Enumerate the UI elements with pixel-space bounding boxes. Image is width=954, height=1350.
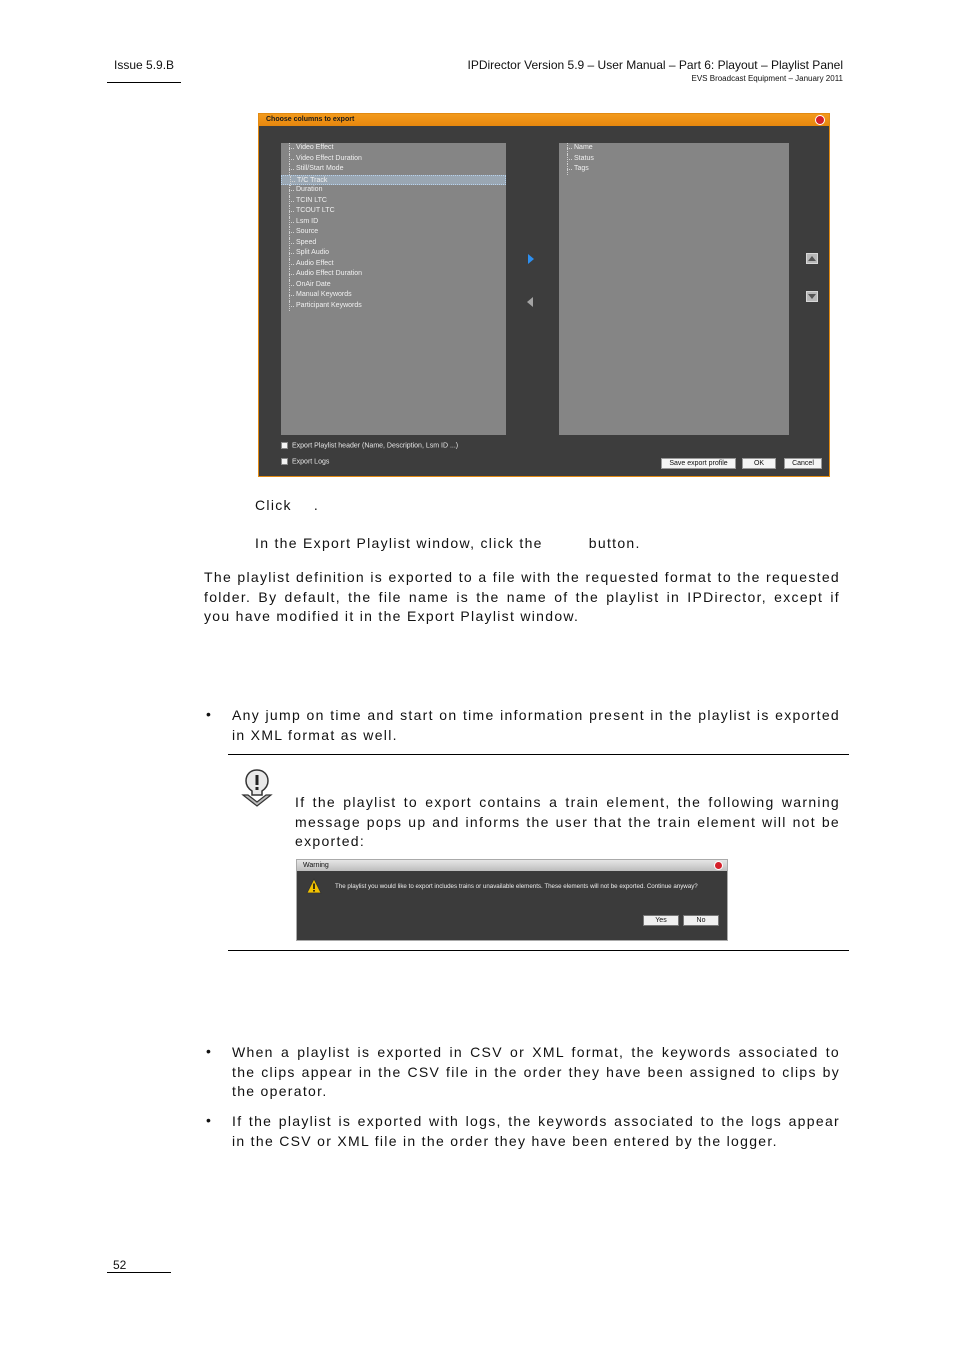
available-column-item[interactable]: OnAir Date <box>281 280 506 291</box>
available-column-item[interactable]: Participant Keywords <box>281 301 506 312</box>
step-click-dot: . <box>313 497 320 513</box>
checkbox-label: Export Logs <box>292 458 330 466</box>
step-click <box>255 496 319 516</box>
export-logs-checkbox[interactable] <box>281 458 329 465</box>
available-column-item[interactable]: Split Audio <box>281 248 506 259</box>
no-button[interactable]: No <box>683 915 719 926</box>
available-column-item[interactable]: Source <box>281 227 506 238</box>
header-divider <box>107 82 181 83</box>
xml-bullet-text: Any jump on time and start on time information present in the playlist is exported in XML format as well. <box>232 707 840 743</box>
available-column-item[interactable]: Audio Effect Duration <box>281 269 506 280</box>
bullet-icon: • <box>206 1112 211 1128</box>
note-icon <box>240 768 274 808</box>
warning-title-text: Warning <box>303 862 329 869</box>
bullet-icon: • <box>206 1043 211 1059</box>
export-column-item[interactable]: Name <box>559 143 789 154</box>
yes-button[interactable]: Yes <box>643 915 679 926</box>
available-column-item[interactable]: Speed <box>281 238 506 249</box>
bullet-icon: • <box>206 706 211 722</box>
note-bottom-rule <box>228 950 849 951</box>
close-icon[interactable] <box>714 861 723 870</box>
add-column-arrow-icon[interactable] <box>528 254 534 264</box>
checkbox-icon[interactable] <box>281 458 288 465</box>
remove-column-arrow-icon[interactable] <box>527 297 533 307</box>
dialog-title <box>259 114 829 126</box>
available-column-item[interactable]: TCIN LTC <box>281 196 506 207</box>
dialog-title-text: Choose columns to export <box>266 116 355 123</box>
warning-dialog-title <box>297 860 727 871</box>
step-button-word: button. <box>588 535 641 551</box>
export-description-paragraph: The playlist definition is exported to a file with the requested format to the requested folder. By default, the file name is the name of the playlist in IPDirector, except if you have modified it in the Export Playlist window. <box>204 569 840 624</box>
save-export-profile-button[interactable]: Save export profile <box>661 458 736 469</box>
step-click-text: Click <box>255 497 292 513</box>
available-column-item[interactable]: Video Effect Duration <box>281 154 506 165</box>
available-column-item[interactable]: T/C Track <box>281 175 506 186</box>
warning-dialog <box>296 859 728 941</box>
move-down-icon[interactable] <box>806 291 818 302</box>
choose-columns-dialog <box>258 113 830 477</box>
document-title: IPDirector Version 5.9 – User Manual – Part 6: Playout – Playlist Panel <box>467 58 843 72</box>
move-up-icon[interactable] <box>806 253 818 264</box>
export-column-item[interactable]: Tags <box>559 164 789 175</box>
step-export-window-text: In the Export Playlist window, click the <box>255 535 543 551</box>
note-top-rule <box>228 754 849 755</box>
available-column-item[interactable]: Lsm ID <box>281 217 506 228</box>
export-columns-list[interactable] <box>559 143 789 435</box>
checkbox-label: Export Playlist header (Name, Description, Lsm ID ...) <box>292 442 459 450</box>
export-header-checkbox[interactable] <box>281 442 458 449</box>
keywords-clips-bullet: When a playlist is exported in CSV or XML format, the keywords associated to the clips appear in the CSV file in the order they have been assigned to clips by the operator. <box>232 1044 840 1099</box>
page-number: 52 <box>113 1258 127 1272</box>
close-icon[interactable] <box>815 115 825 125</box>
cancel-button[interactable]: Cancel <box>784 458 822 469</box>
available-column-item[interactable]: Still/Start Mode <box>281 164 506 175</box>
warning-icon <box>306 878 322 894</box>
available-column-item[interactable]: Video Effect <box>281 143 506 154</box>
export-column-item[interactable]: Status <box>559 154 789 165</box>
ok-button[interactable]: OK <box>742 458 776 469</box>
available-column-item[interactable]: TCOUT LTC <box>281 206 506 217</box>
warning-message: The playlist you would like to export includes trains or unavailable elements. These elements will not be exported. Continue anyway? <box>335 883 698 890</box>
keywords-logs-bullet: If the playlist is exported with logs, the keywords associated to the logs appear in the CSV or XML file in the order they have been entered by the logger. <box>232 1113 840 1149</box>
available-column-item[interactable]: Audio Effect <box>281 259 506 270</box>
document-subtitle: EVS Broadcast Equipment – January 2011 <box>691 74 843 83</box>
footer-divider <box>107 1272 171 1273</box>
step-export-window <box>255 534 641 554</box>
available-column-item[interactable]: Duration <box>281 185 506 196</box>
available-column-item[interactable]: Manual Keywords <box>281 290 506 301</box>
available-columns-list[interactable] <box>281 143 506 435</box>
checkbox-icon[interactable] <box>281 442 288 449</box>
issue-label: Issue 5.9.B <box>114 58 175 72</box>
note-text: If the playlist to export contains a train element, the following warning message pops up and informs the user that the train element will not be exported: <box>295 794 840 849</box>
